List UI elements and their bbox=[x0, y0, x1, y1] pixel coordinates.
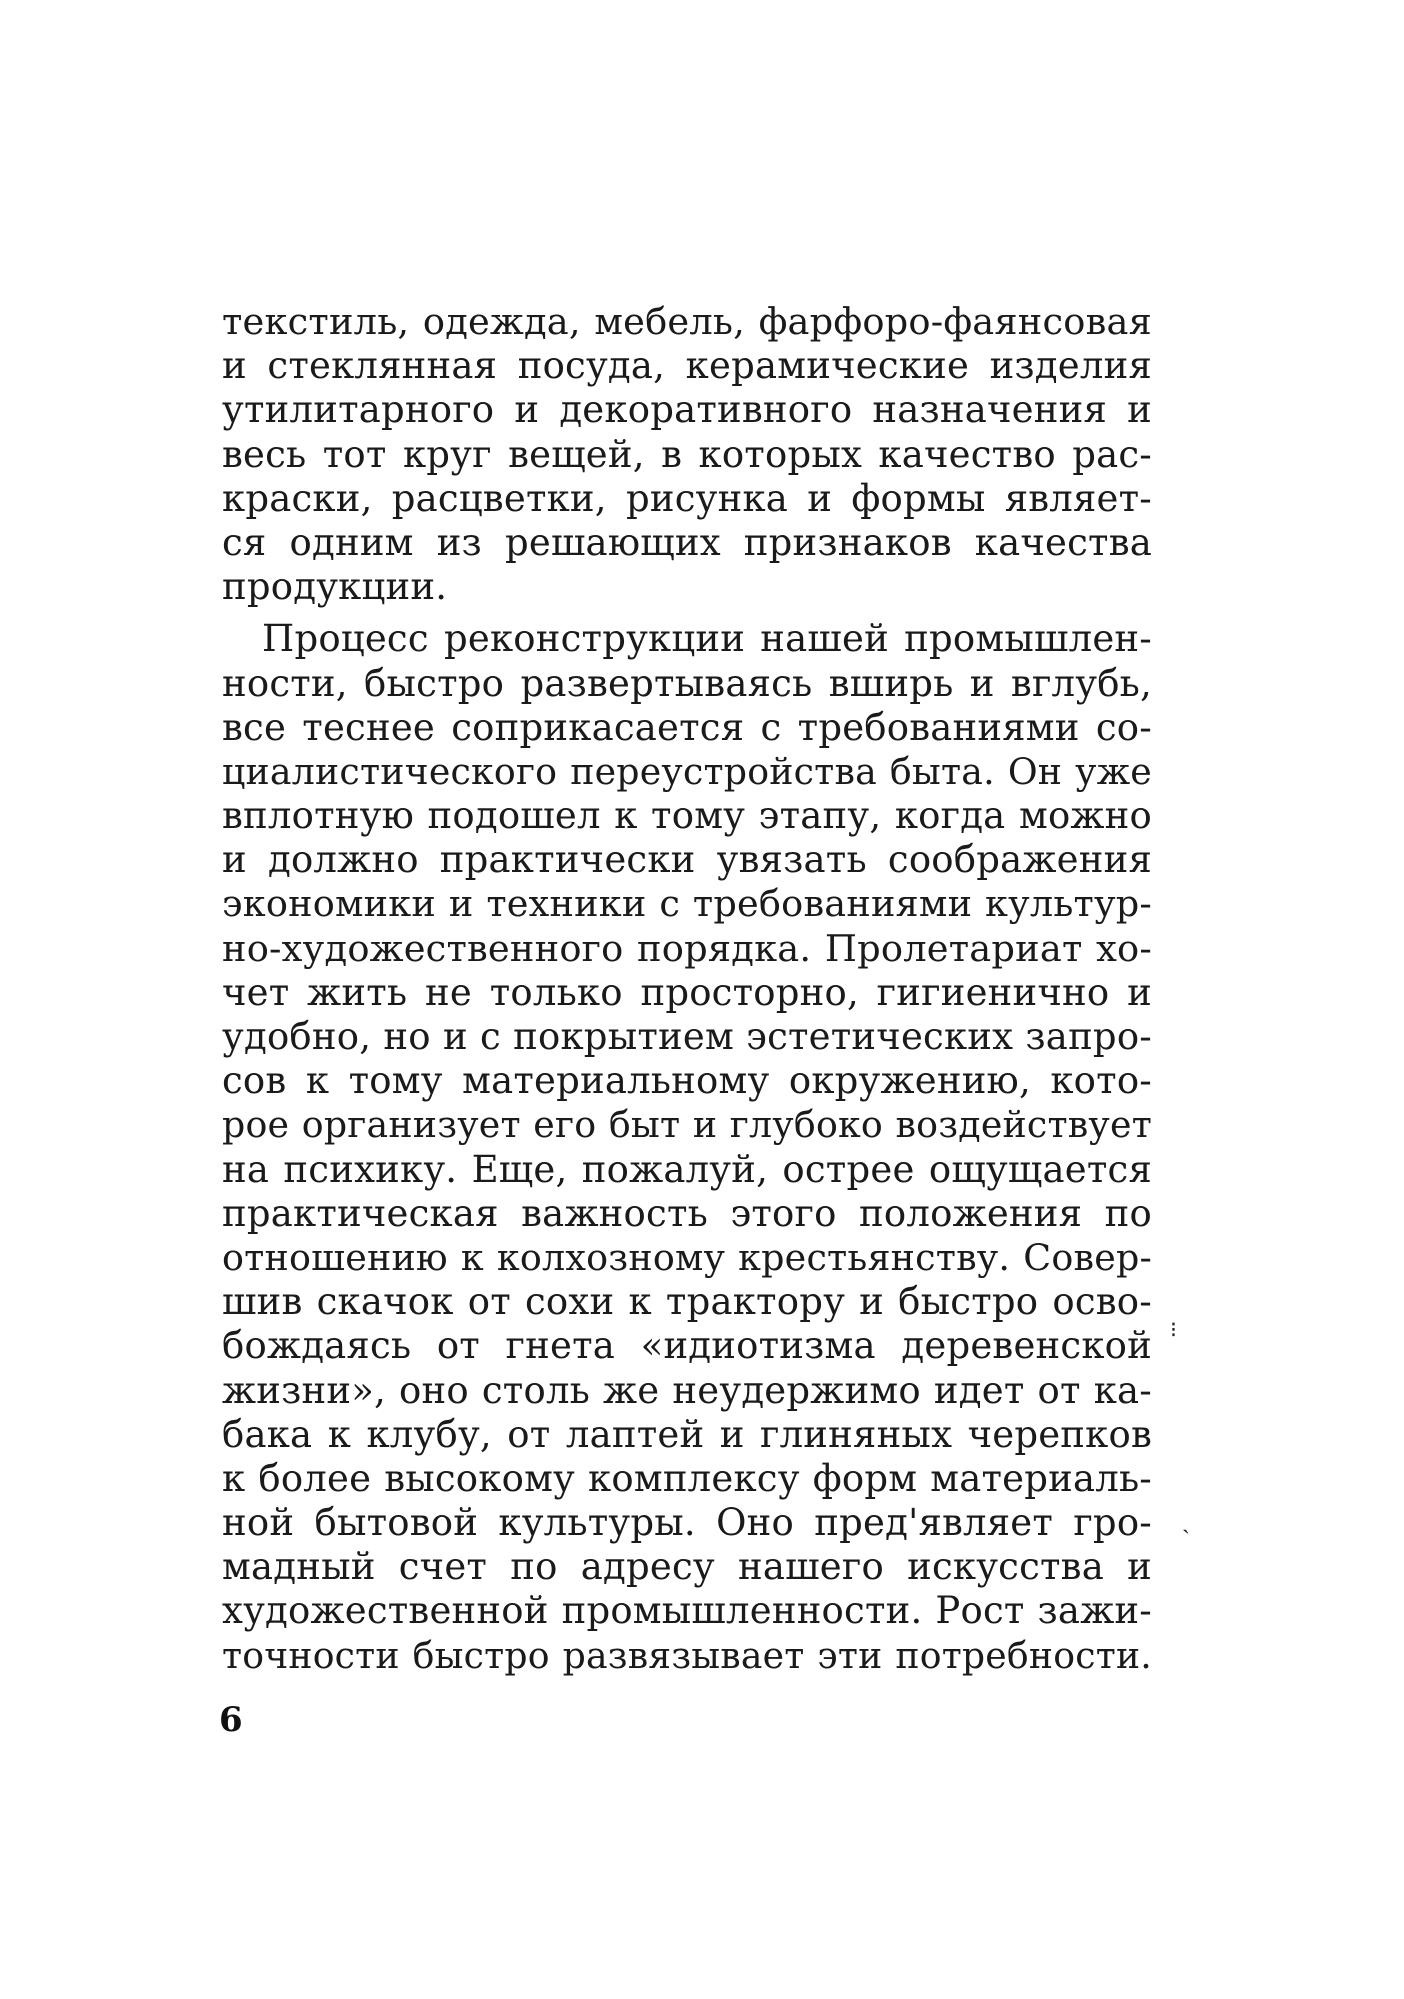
text-line: ности, быстро развертываясь вширь и вглубь, bbox=[222, 661, 1152, 705]
margin-speck-icon: ˏ bbox=[1182, 1506, 1190, 1534]
text-line: но-художественного порядка. Пролетариат хо- bbox=[222, 926, 1152, 970]
text-line: удобно, но и с покрытием эстетических запро- bbox=[222, 1015, 1152, 1058]
text-line: и стеклянная посуда, керамические изделия bbox=[222, 344, 1152, 388]
text-line: рое организует его быт и глубоко воздействует bbox=[222, 1103, 1152, 1147]
text-line: Процесс реконструкции нашей промышлен- bbox=[262, 617, 1152, 661]
text-line: жизни», оно столь же неудержимо идет от ка- bbox=[222, 1368, 1152, 1412]
text-line: мадный счет по адресу нашего искусства и bbox=[222, 1545, 1152, 1589]
text-line: к более высокому комплексу форм материаль- bbox=[222, 1456, 1152, 1500]
text-line: краски, расцветки, рисунка и формы являет- bbox=[222, 476, 1152, 520]
text-line: текстиль, одежда, мебель, фарфоро-фаянсовая bbox=[222, 300, 1152, 343]
text-line: ной бытовой культуры. Оно пред'являет гро- bbox=[222, 1501, 1152, 1545]
text-line: экономики и техники с требованиями культур- bbox=[222, 882, 1152, 926]
text-line: и должно практически увязать соображения bbox=[222, 838, 1152, 882]
text-line: продукции. bbox=[222, 565, 448, 609]
text-line: чет жить не только просторно, гигиенично и bbox=[222, 970, 1152, 1014]
text-line: весь тот круг вещей, в которых качество рас- bbox=[222, 432, 1152, 476]
text-line: все теснее соприкасается с требованиями со- bbox=[222, 705, 1152, 749]
text-line: утилитарного и декоративного назначения и bbox=[222, 388, 1152, 432]
text-line: ся одним из решающих признаков качества bbox=[222, 520, 1152, 564]
margin-speck-icon: ⁝ bbox=[1170, 1318, 1177, 1343]
text-line: художественной промышленности. Рост зажи- bbox=[222, 1589, 1152, 1633]
text-line: вплотную подошел к тому этапу, когда можно bbox=[222, 794, 1152, 838]
text-line: практическая важность этого положения по bbox=[222, 1191, 1152, 1235]
paragraph-2 bbox=[222, 617, 1152, 1678]
text-line: бака к клубу, от лаптей и глиняных черепков bbox=[222, 1412, 1152, 1456]
paragraph-1 bbox=[222, 300, 1152, 609]
text-line: шив скачок от сохи к трактору и быстро осво- bbox=[222, 1280, 1152, 1324]
text-line: сов к тому материальному окружению, кото- bbox=[222, 1059, 1152, 1103]
page-number: 6 bbox=[219, 1700, 243, 1740]
text-line: на психику. Еще, пожалуй, острее ощущается bbox=[222, 1147, 1152, 1191]
text-line: отношению к колхозному крестьянству. Совер- bbox=[222, 1235, 1152, 1279]
text-line: циалистического переустройства быта. Он уже bbox=[222, 749, 1152, 793]
body-text bbox=[222, 300, 1152, 1678]
text-line: бождаясь от гнета «идиотизма деревенской bbox=[222, 1324, 1152, 1368]
text-line: точности быстро развязывает эти потребности. bbox=[222, 1633, 1152, 1677]
